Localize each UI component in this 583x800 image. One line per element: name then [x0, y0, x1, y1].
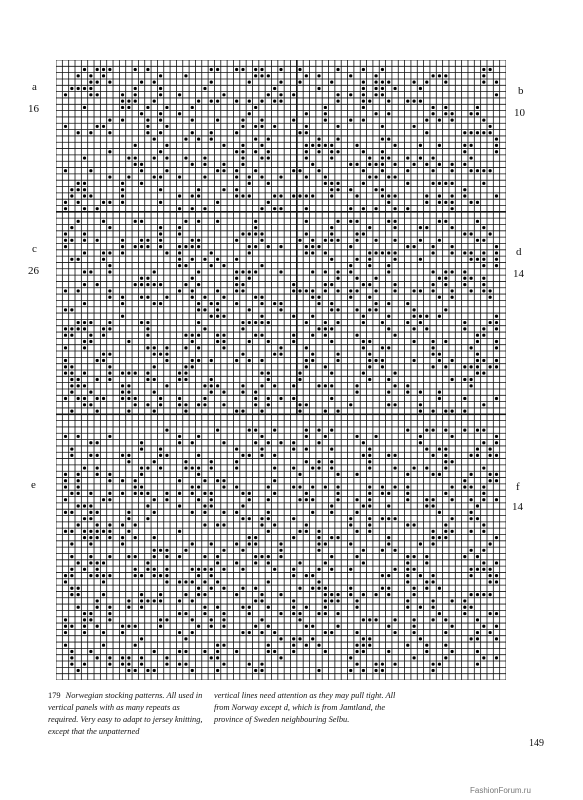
panel-c-letter: c: [32, 243, 37, 255]
knitting-chart-grid: [56, 60, 506, 680]
panel-b-count: 10: [514, 107, 525, 119]
caption-column-2: vertical lines need attention as they may pull tight. All from Norway except d, which is from Jamtland, the province of Sweden neighbouring Selbu.: [214, 691, 396, 724]
panel-d-count: 14: [513, 268, 524, 280]
figure-number: 179: [48, 691, 61, 700]
caption-column-1: [48, 690, 206, 738]
panel-a-letter: a: [32, 81, 37, 93]
page-number: 149: [529, 738, 544, 749]
panel-a-count: 16: [28, 103, 39, 115]
watermark: FashionForum.ru: [470, 786, 531, 795]
caption-text-1: Norwegian stocking patterns. All used in vertical panels with as many repeats as required. Very easy to adapt to jersey knitting, except that the unpatterned: [48, 691, 203, 736]
panel-b-letter: b: [518, 85, 524, 97]
panel-f-count: 14: [512, 501, 523, 513]
panel-d-letter: d: [516, 246, 522, 258]
panel-e-letter: e: [31, 479, 36, 491]
panel-f-letter: f: [516, 481, 520, 493]
panel-c-count: 26: [28, 265, 39, 277]
